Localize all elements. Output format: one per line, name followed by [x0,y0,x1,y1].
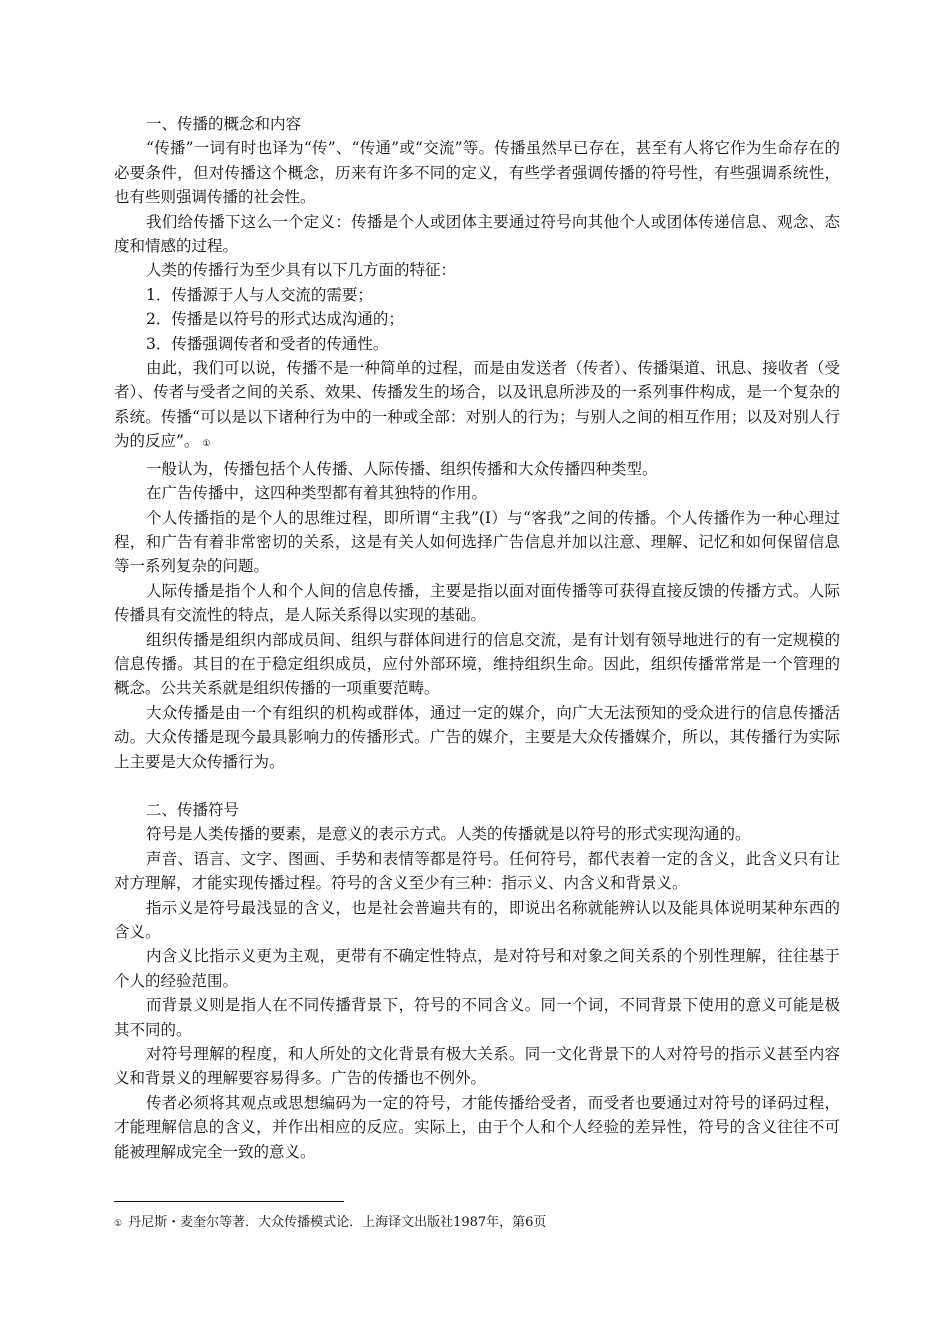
paragraph: 对符号理解的程度，和人所处的文化背景有极大关系。同一文化背景下的人对符号的指示义甚至内容义和背景义的理解要容易得多。广告的传播也不例外。 [114,1045,840,1088]
paragraph: 内含义比指示义更为主观，更带有不确定性特点，是对符号和对象之间关系的个别性理解，往往基于个人的经验范围。 [114,947,840,990]
document-body [114,112,840,1164]
footnote-divider [114,1201,344,1202]
paragraph: 指示义是符号最浅显的含义，也是社会普遍共有的，即说出名称就能辨认以及能具体说明某种东西的含义。 [114,898,840,941]
paragraph: 而背景义则是指人在不同传播背景下，符号的不同含义。同一个词，不同背景下使用的意义可能是极其不同的。 [114,996,840,1039]
paragraph: 我们给传播下这么一个定义：传播是个人或团体主要通过符号向其他个人或团体传递信息、观念、态度和情感的过程。 [114,212,840,256]
footnote-reference[interactable]: ① [202,439,211,450]
section-1-heading: 一、传播的概念和内容 [146,115,302,133]
paragraph: 在广告传播中，这四种类型都有着其独特的作用。 [146,484,488,503]
paragraph: 符号是人类传播的要素，是意义的表示方式。人类的传播就是以符号的形式实现沟通的。 [146,825,751,844]
paragraph-with-footnote [114,356,840,457]
paragraph: “传播”一词有时也译为“传”、“传通”或“交流”等。传播虽然早已存在，甚至有人将它作为生命存在的必要条件，但对传播这个概念，历来有许多不同的定义，有些学者强调传播的符号性，有些强调系统性，也有些则强调传播的社会性。 [114,139,840,207]
section-spacer [114,774,840,798]
section-2-heading: 二、传播符号 [146,800,240,819]
paragraph: 大众传播是由一个有组织的机构或群体，通过一定的媒介，向广大无法预知的受众进行的信息传播活动。大众传播是现今最具影响力的传播形式。广告的媒介，主要是大众传播媒介，所以，其传播行为实际上主要是大众传播行为。 [114,703,840,771]
footnote-text: 丹尼斯・麦奎尔等著．大众传播模式论．上海译文出版社1987年，第6页 [128,1215,547,1230]
footnote [114,1214,840,1233]
paragraph: 声音、语言、文字、图画、手势和表情等都是符号。任何符号，都代表着一定的含义，此含义只有让对方理解，才能实现传播过程。符号的含义至少有三种：指示义、内含义和背景义。 [114,849,840,893]
paragraph: 人类的传播行为至少具有以下几方面的特征： [146,261,457,280]
paragraph: 组织传播是组织内部成员间、组织与群体间进行的信息交流，是有计划有领导地进行的有一定规模的信息传播。其目的在于稳定组织成员，应付外部环境，维持组织生命。因此，组织传播常常是一个管理的概念。公共关系就是组织传播的一项重要范畴。 [114,630,840,698]
list-item: 2．传播是以符号的形式达成沟通的； [146,310,404,329]
paragraph: 人际传播是指个人和个人间的信息传播，主要是指以面对面传播等可获得直接反馈的传播方式。人际传播具有交流性的特点，是人际关系得以实现的基础。 [114,581,840,625]
paragraph: 一般认为，传播包括个人传播、人际传播、组织传播和大众传播四种类型。 [146,459,658,478]
paragraph: 个人传播指的是个人的思维过程，即所谓“主我”(I）与“客我”之间的传播。个人传播作为一种心理过程，和广告有着非常密切的关系，这是有关人如何选择广告信息并加以注意、理解、记忆和如何保留信息等一系列复杂的问题。 [114,508,840,576]
paragraph-text: 由此，我们可以说，传播不是一种简单的过程，而是由发送者（传者）、传播渠道、讯息、接收者（受者）、传者与受者之间的关系、效果、传播发生的场合，以及讯息所涉及的一系列事件构成，是一个复杂的系统。传播“可以是以下诸种行为中的一种或全部：对别人的行为；与别人之间的相互作用；以及对别人行为的反应”。 [114,359,840,451]
footnote-number: ① [114,1219,123,1229]
list-item: 3．传播强调传者和受者的传通性。 [146,334,389,353]
paragraph: 传者必须将其观点或思想编码为一定的符号，才能传播给受者，而受者也要通过对符号的译码过程，才能理解信息的含义，并作出相应的反应。实际上，由于个人和个人经验的差异性，符号的含义往往不可能被理解成完全一致的意义。 [114,1093,840,1161]
list-item: 1．传播源于人与人交流的需要； [146,285,373,304]
